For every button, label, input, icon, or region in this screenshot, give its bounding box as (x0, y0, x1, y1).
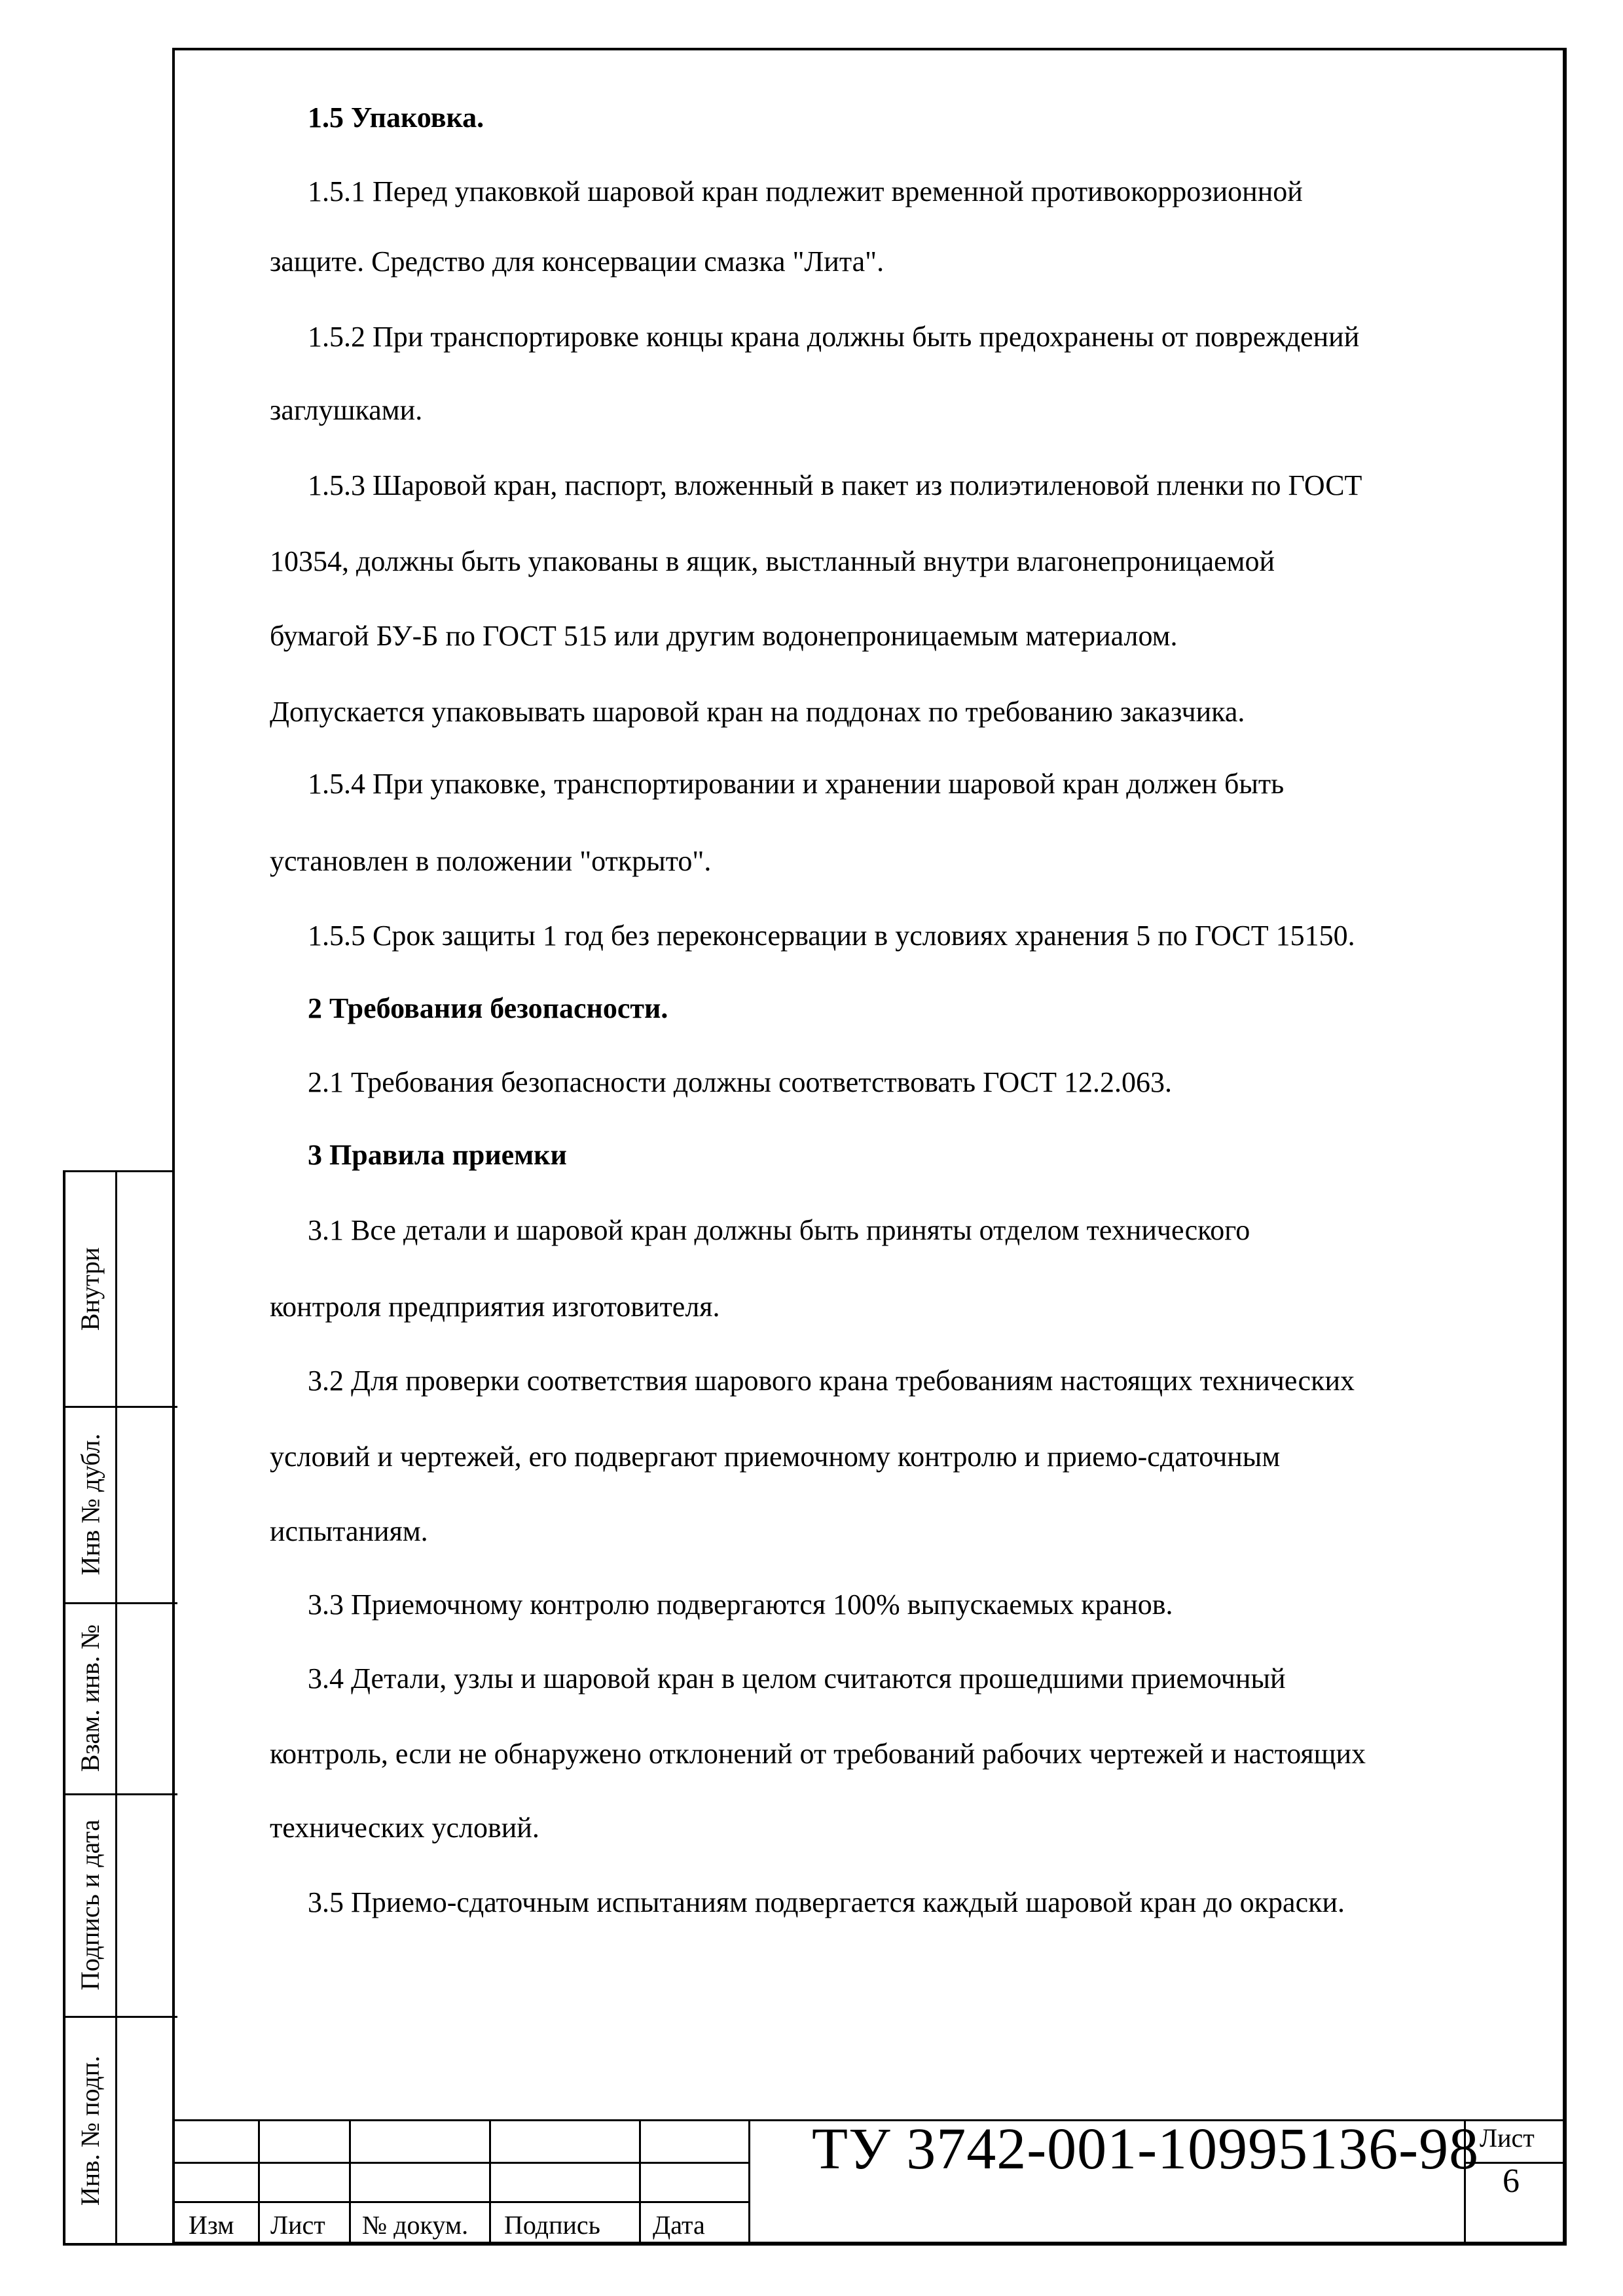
title-col-sheet: Лист (270, 2210, 325, 2240)
sheet-label: Лист (1480, 2123, 1535, 2153)
body-line: 3.4 Детали, узлы и шаровой кран в целом считаются прошедшими приемочный (308, 1662, 1286, 1695)
side-label-inside: Внутри (75, 1247, 105, 1331)
section-heading: 2 Требования безопасности. (308, 992, 668, 1024)
section-heading: 1.5 Упаковка. (308, 101, 484, 134)
body-line: заглушками. (270, 394, 423, 426)
title-col-change: Изм (189, 2210, 234, 2240)
side-stamp-strip (63, 1170, 175, 2246)
body-line: 1.5.5 Срок защиты 1 год без переконсервации в условиях хранения 5 по ГОСТ 15150. (308, 920, 1355, 952)
body-line: технических условий. (270, 1812, 539, 1844)
side-label-replace-inv: Взам. инв. № (75, 1624, 105, 1772)
side-label-orig-inv: Инв. № подп. (75, 2055, 105, 2206)
body-line: 3.2 Для проверки соответствия шарового крана требованиям настоящих технических (308, 1365, 1355, 1397)
body-line: 1.5.3 Шаровой кран, паспорт, вложенный в пакет из полиэтиленовой пленки по ГОСТ (308, 469, 1362, 501)
body-line: контроль, если не обнаружено отклонений от требований рабочих чертежей и настоящих (270, 1738, 1366, 1770)
body-line: испытаниям. (270, 1515, 428, 1547)
body-line: условий и чертежей, его подвергают приемочному контролю и приемо-сдаточным (270, 1441, 1281, 1473)
body-line: 1.5.2 При транспортировке концы крана должны быть предохранены от повреждений (308, 321, 1360, 353)
body-line: 10354, должны быть упакованы в ящик, выстланный внутри влагонепроницаемой (270, 545, 1275, 577)
section-heading: 3 Правила приемки (308, 1139, 567, 1171)
body-line: 3.5 Приемо-сдаточным испытаниям подвергается каждый шаровой кран до окраски. (308, 1886, 1345, 1918)
body-line: установлен в положении "открыто". (270, 845, 712, 877)
body-line: бумагой БУ-Б по ГОСТ 515 или другим водонепроницаемым материалом. (270, 620, 1178, 652)
body-line: защите. Средство для консервации смазка "Лита". (270, 245, 884, 278)
body-line: 2.1 Требования безопасности должны соответствовать ГОСТ 12.2.063. (308, 1066, 1172, 1098)
document-code: ТУ 3742-001-10995136-98 (812, 2117, 1480, 2181)
body-line: 1.5.4 При упаковке, транспортировании и хранении шаровой кран должен быть (308, 768, 1285, 800)
sheet-number: 6 (1503, 2162, 1520, 2200)
side-label-signature-date: Подпись и дата (75, 1819, 105, 1990)
body-line: контроля предприятия изготовителя. (270, 1291, 720, 1323)
body-line: 3.3 Приемочному контролю подвергаются 100% выпускаемых кранов. (308, 1588, 1173, 1621)
title-col-doc-no: № докум. (362, 2210, 469, 2240)
title-col-signature: Подпись (504, 2210, 600, 2240)
body-line: 1.5.1 Перед упаковкой шаровой кран подлежит временной противокоррозионной (308, 175, 1303, 207)
body-line: Допускается упаковывать шаровой кран на поддонах по требованию заказчика. (270, 696, 1245, 728)
body-line: 3.1 Все детали и шаровой кран должны быть приняты отделом технического (308, 1214, 1250, 1246)
side-label-dup-inv: Инв № дубл. (75, 1433, 105, 1575)
title-col-date: Дата (653, 2210, 705, 2240)
